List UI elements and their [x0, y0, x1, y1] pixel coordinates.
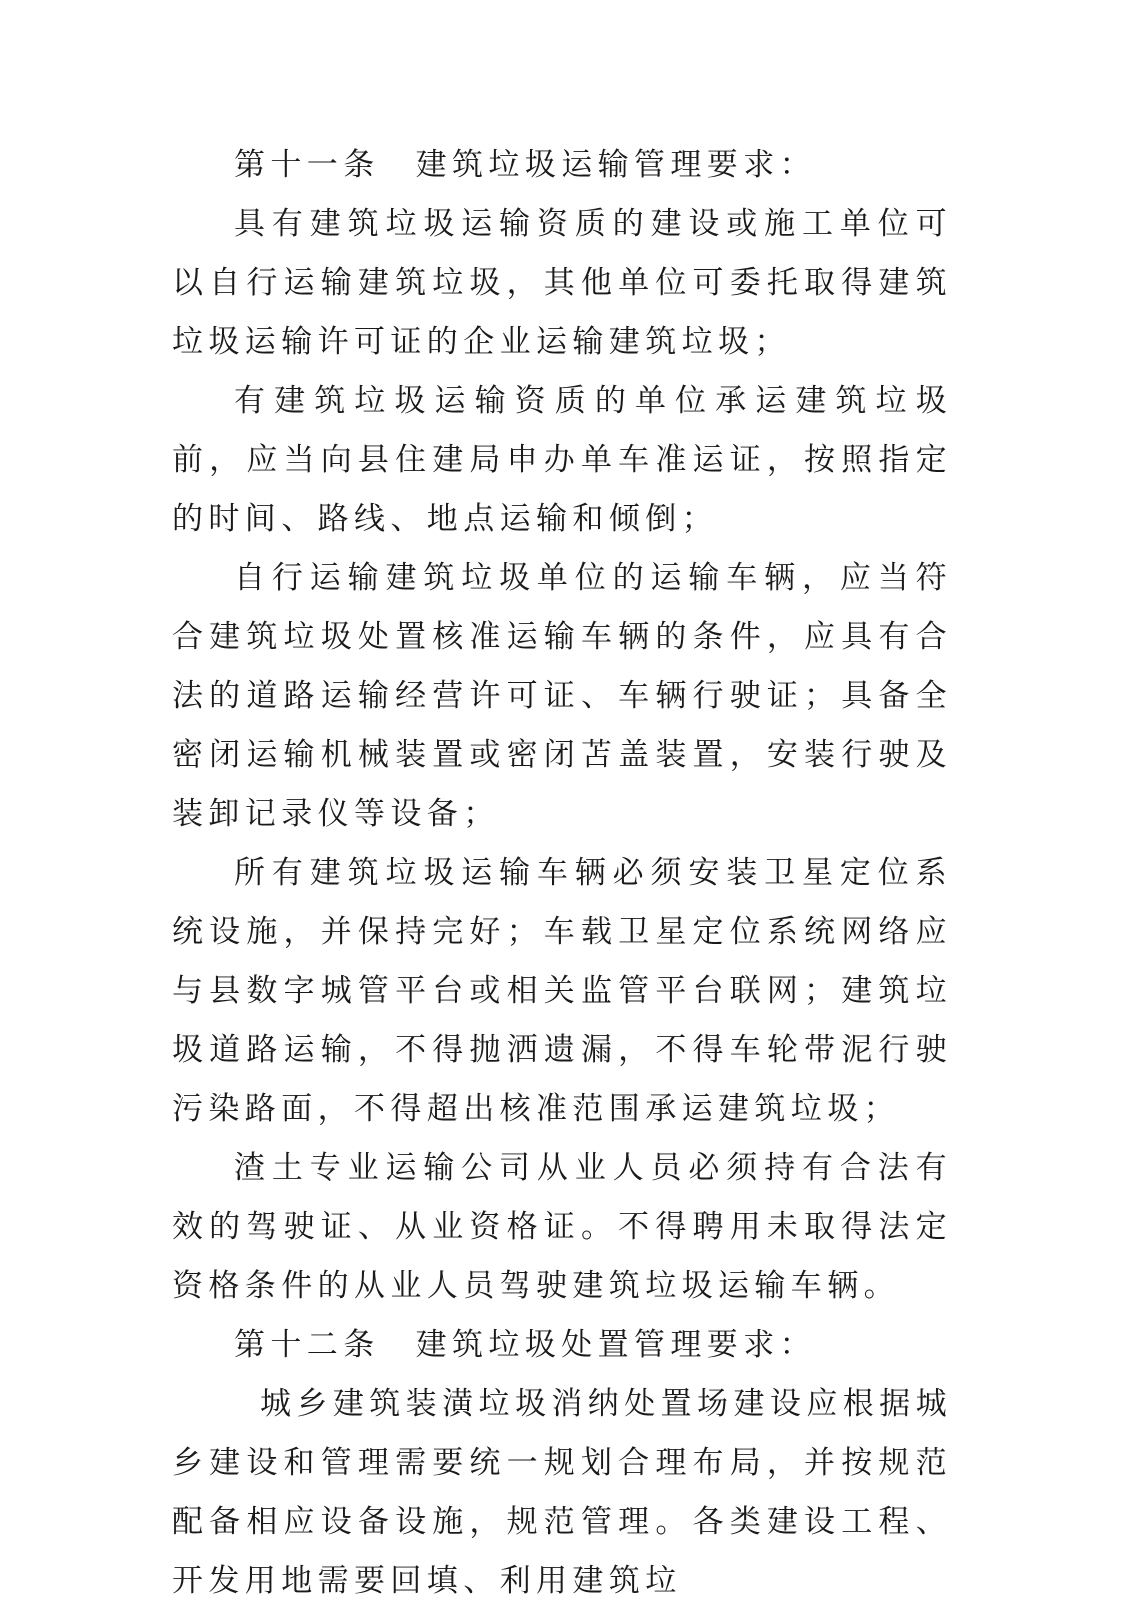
article-12-heading — [172, 1316, 952, 1375]
article-11-paragraph-1: 具有建筑垃圾运输资质的建设或施工单位可以自行运输建筑垃圾，其他单位可委托取得建筑垃圾运输许可证的企业运输建筑垃圾； — [172, 206, 952, 360]
article-11-title: 建筑垃圾运输管理要求： — [415, 147, 817, 183]
article-11-paragraph-3: 自行运输建筑垃圾单位的运输车辆，应当符合建筑垃圾处置核准运输车辆的条件，应具有合法的道路运输经营许可证、车辆行驶证；具备全密闭运输机械装置或密闭苫盖装置，安装行驶及装卸记录仪等设备； — [172, 560, 952, 832]
article-11-paragraph-4: 所有建筑垃圾运输车辆必须安装卫星定位系统设施，并保持完好；车载卫星定位系统网络应与县数字城管平台或相关监管平台联网；建筑垃圾道路运输，不得抛洒遗漏，不得车轮带泥行驶污染路面，不得超出核准范围承运建筑垃圾； — [172, 855, 952, 1127]
article-11-number: 第十一条 — [234, 147, 380, 183]
article-11-paragraph-5: 渣土专业运输公司从业人员必须持有合法有效的驾驶证、从业资格证。不得聘用未取得法定资格条件的从业人员驾驶建筑垃圾运输车辆。 — [172, 1150, 952, 1304]
article-12-title: 建筑垃圾处置管理要求： — [415, 1327, 817, 1363]
article-12-number: 第十二条 — [234, 1327, 380, 1363]
document-page — [172, 136, 952, 1611]
article-11-heading — [172, 136, 952, 195]
article-12-paragraph-1: 城乡建筑装潢垃圾消纳处置场建设应根据城乡建设和管理需要统一规划合理布局，并按规范配备相应设备设施，规范管理。各类建设工程、开发用地需要回填、利用建筑垃 — [172, 1386, 952, 1599]
article-11-paragraph-2: 有建筑垃圾运输资质的单位承运建筑垃圾前，应当向县住建局申办单车准运证，按照指定的时间、路线、地点运输和倾倒； — [172, 383, 952, 537]
